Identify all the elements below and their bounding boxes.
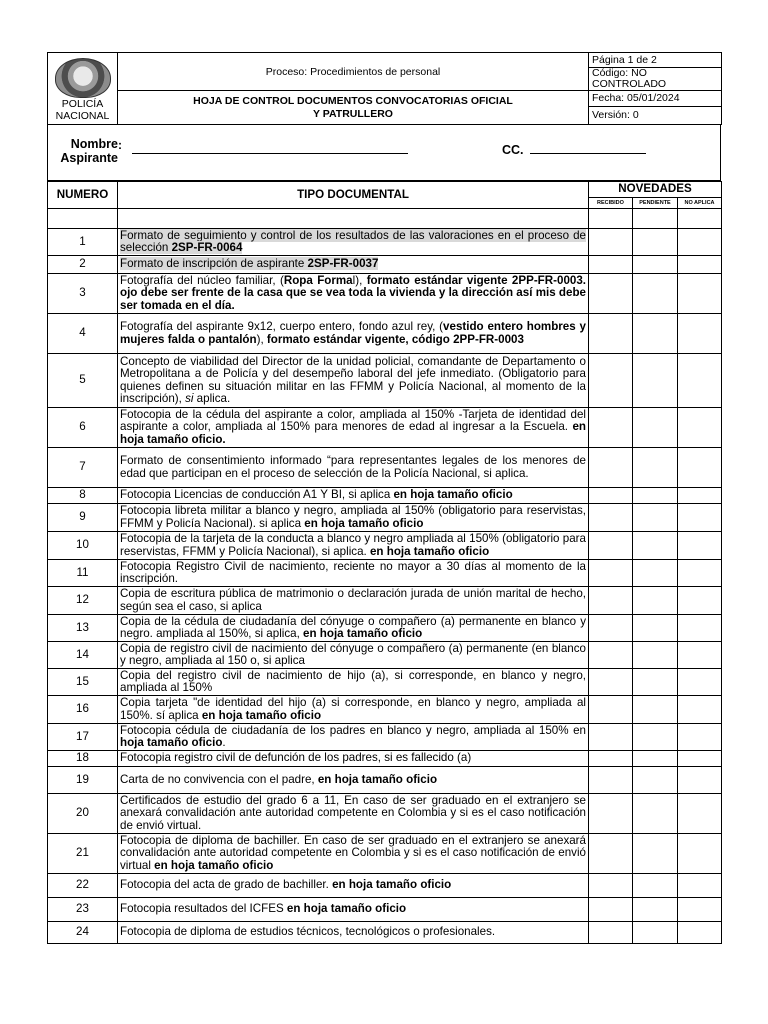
row-number: 3 (48, 274, 118, 314)
table-row (48, 696, 722, 724)
checkbox-not-applicable[interactable] (678, 448, 722, 488)
document-version: Versión: 0 (589, 107, 722, 125)
row-number: 12 (48, 587, 118, 615)
checkbox-not-applicable[interactable] (678, 874, 722, 898)
table-row (48, 587, 722, 615)
row-number: 13 (48, 615, 118, 642)
row-number: 22 (48, 874, 118, 898)
row-number: 5 (48, 354, 118, 408)
document-description: Fotocopia cédula de ciudadanía de los padres en blanco y negro, ampliada al 150% en hoja tamaño oficio. (118, 724, 589, 751)
checkbox-not-applicable[interactable] (678, 669, 722, 696)
checkbox-not-applicable[interactable] (678, 314, 722, 354)
document-description: Fotocopia de la cédula del aspirante a color, ampliada al 150% -Tarjeta de identidad del aspirante a color, ampliada al 150% para menores de edad al ingresar a la Escuela. en hoja tamaño oficio. (118, 408, 589, 448)
table-row (48, 314, 722, 354)
checkbox-pending[interactable] (633, 794, 678, 834)
name-colon: : (118, 138, 122, 152)
row-number: 6 (48, 408, 118, 448)
checkbox-received[interactable] (589, 448, 633, 488)
checkbox-received[interactable] (589, 560, 633, 587)
row-number: 16 (48, 696, 118, 724)
logo-cell (48, 53, 118, 125)
checkbox-not-applicable[interactable] (678, 922, 722, 944)
checkbox-not-applicable[interactable] (678, 504, 722, 532)
checkbox-received[interactable] (589, 922, 633, 944)
row-number: 14 (48, 642, 118, 669)
document-description: Fotocopia del acta de grado de bachiller. en hoja tamaño oficio (118, 874, 589, 898)
checkbox-not-applicable[interactable] (678, 767, 722, 794)
checkbox-pending[interactable] (633, 448, 678, 488)
document-description: Fotocopia registro civil de defunción de los padres, si es fallecido (a) (118, 751, 589, 767)
checkbox-pending[interactable] (633, 354, 678, 408)
column-header-type: TIPO DOCUMENTAL (118, 182, 589, 209)
checkbox-pending[interactable] (633, 504, 678, 532)
checkbox-not-applicable[interactable] (678, 834, 722, 874)
document-description: Copia tarjeta "de identidad del hijo (a) si corresponde, en blanco y negro, ampliada al 150%. sí aplica en hoja tamaño oficio (118, 696, 589, 724)
cc-label: CC. (502, 143, 524, 157)
checkbox-pending[interactable] (633, 642, 678, 669)
checkbox-pending[interactable] (633, 615, 678, 642)
table-row (48, 669, 722, 696)
page-indicator: Página 1 de 2 (589, 53, 722, 68)
checkbox-received[interactable] (589, 229, 633, 256)
checkbox-pending[interactable] (633, 229, 678, 256)
document-description: Carta de no convivencia con el padre, en hoja tamaño oficio (118, 767, 589, 794)
checkbox-received[interactable] (589, 724, 633, 751)
row-number: 2 (48, 256, 118, 274)
checkbox-received[interactable] (589, 751, 633, 767)
checkbox-pending[interactable] (633, 834, 678, 874)
table-row (48, 408, 722, 448)
document-title: HOJA DE CONTROL DOCUMENTOS CONVOCATORIAS OFICIAL Y PATRULLERO (118, 91, 589, 125)
police-emblem-icon (55, 58, 111, 98)
table-row (48, 532, 722, 560)
checkbox-pending[interactable] (633, 922, 678, 944)
checkbox-pending[interactable] (633, 314, 678, 354)
column-header-number: NUMERO (48, 182, 118, 209)
table-row (48, 751, 722, 767)
row-number: 11 (48, 560, 118, 587)
row-number: 18 (48, 751, 118, 767)
checkbox-received[interactable] (589, 354, 633, 408)
row-number: 9 (48, 504, 118, 532)
checkbox-not-applicable[interactable] (678, 587, 722, 615)
checkbox-pending[interactable] (633, 669, 678, 696)
row-number: 21 (48, 834, 118, 874)
checkbox-pending[interactable] (633, 767, 678, 794)
checkbox-received[interactable] (589, 615, 633, 642)
document-description: Fotocopia Licencias de conducción A1 Y BI, si aplica en hoja tamaño oficio (118, 488, 589, 504)
table-row (48, 354, 722, 408)
checkbox-received[interactable] (589, 504, 633, 532)
checkbox-not-applicable[interactable] (678, 274, 722, 314)
document-description: Copia del registro civil de nacimiento de hijo (a), si corresponde, en blanco y negro, ampliada al 150% (118, 669, 589, 696)
name-label: Nombre Aspirante (60, 137, 118, 165)
document-description: Copia de registro civil de nacimiento del cónyuge o compañero (a) permanente (en blanco y negro, ampliada al 150 o, si aplica (118, 642, 589, 669)
documents-table (47, 181, 722, 944)
row-number: 10 (48, 532, 118, 560)
checkbox-received[interactable] (589, 874, 633, 898)
column-header-news: NOVEDADES (589, 182, 722, 198)
checkbox-not-applicable[interactable] (678, 560, 722, 587)
row-number: 8 (48, 488, 118, 504)
checkbox-pending[interactable] (633, 560, 678, 587)
process-label: Proceso: Procedimientos de personal (118, 53, 589, 91)
document-page (47, 52, 721, 944)
column-header-pending: PENDIENTE (633, 198, 678, 209)
applicant-section (47, 125, 721, 181)
checkbox-pending[interactable] (633, 408, 678, 448)
document-description: Certificados de estudio del grado 6 a 11, En caso de ser graduado en el extranjero se anexará convalidación ante autoridad competente en Colombia y si es el caso notificación de envió virtual. (118, 794, 589, 834)
checkbox-received[interactable] (589, 669, 633, 696)
table-row (48, 642, 722, 669)
table-row (48, 767, 722, 794)
checkbox-received[interactable] (589, 314, 633, 354)
header-table (47, 52, 722, 125)
checkbox-received[interactable] (589, 834, 633, 874)
document-description: Fotocopia de diploma de estudios técnicos, tecnológicos o profesionales. (118, 922, 589, 944)
name-field[interactable] (132, 153, 408, 154)
checkbox-received[interactable] (589, 898, 633, 922)
checkbox-not-applicable[interactable] (678, 532, 722, 560)
row-number: 1 (48, 229, 118, 256)
document-description: Fotocopia libreta militar a blanco y negro, ampliada al 150% (obligatorio para reservistas, FFMM y Policía Nacional). si aplica en hoja tamaño oficio (118, 504, 589, 532)
checkbox-pending[interactable] (633, 696, 678, 724)
checkbox-not-applicable[interactable] (678, 751, 722, 767)
checkbox-not-applicable[interactable] (678, 229, 722, 256)
document-description: Formato de inscripción de aspirante 2SP-FR-0037 (118, 256, 589, 274)
checkbox-pending[interactable] (633, 532, 678, 560)
checkbox-not-applicable[interactable] (678, 615, 722, 642)
org-name-line1: POLICÍA (61, 97, 104, 110)
checkbox-pending[interactable] (633, 874, 678, 898)
checkbox-pending[interactable] (633, 724, 678, 751)
document-description: Fotocopia de diploma de bachiller. En caso de ser graduado en el extranjero se anexará convalidación ante autoridad competente en Colombia y si es el caso notificación de envió virtual en hoja tamaño oficio (118, 834, 589, 874)
table-row (48, 256, 722, 274)
checkbox-not-applicable[interactable] (678, 642, 722, 669)
checkbox-pending[interactable] (633, 488, 678, 504)
row-number: 20 (48, 794, 118, 834)
org-name-line2: NACIONAL (55, 109, 110, 122)
checkbox-received[interactable] (589, 256, 633, 274)
checkbox-pending[interactable] (633, 274, 678, 314)
checkbox-received[interactable] (589, 794, 633, 834)
checkbox-not-applicable[interactable] (678, 256, 722, 274)
checkbox-not-applicable[interactable] (678, 898, 722, 922)
document-description: Copia de la cédula de ciudadanía del cónyuge o compañero (a) permanente en blanco y negro. ampliada al 150%, si aplica, en hoja tamaño oficio (118, 615, 589, 642)
checkbox-received[interactable] (589, 587, 633, 615)
table-row (48, 834, 722, 874)
row-number: 17 (48, 724, 118, 751)
document-description: Copia de escritura pública de matrimonio o declaración jurada de unión marital de hecho, según sea el caso, si aplica (118, 587, 589, 615)
checkbox-received[interactable] (589, 532, 633, 560)
document-description: Formato de seguimiento y control de los resultados de las valoraciones en el proceso de selección 2SP-FR-0064 (118, 229, 589, 256)
checkbox-pending[interactable] (633, 751, 678, 767)
cc-field[interactable] (530, 153, 646, 154)
document-description: Fotografía del aspirante 9x12, cuerpo entero, fondo azul rey, (vestido entero hombres y mujeres falda o pantalón), formato estándar vigente, código 2PP-FR-0003 (118, 314, 589, 354)
table-row (48, 898, 722, 922)
document-description: Fotocopia Registro Civil de nacimiento, reciente no mayor a 30 días al momento de la inscripción. (118, 560, 589, 587)
checkbox-not-applicable[interactable] (678, 724, 722, 751)
checkbox-not-applicable[interactable] (678, 408, 722, 448)
table-row (48, 504, 722, 532)
document-description: Fotocopia de la tarjeta de la conducta a blanco y negro ampliada al 150% (obligatorio para reservistas, FFMM y Policía Nacional), si aplica. en hoja tamaño oficio (118, 532, 589, 560)
checkbox-not-applicable[interactable] (678, 488, 722, 504)
column-header-received: RECIBIDO (589, 198, 633, 209)
row-number: 4 (48, 314, 118, 354)
table-row (48, 274, 722, 314)
document-description: Fotocopia resultados del ICFES en hoja tamaño oficio (118, 898, 589, 922)
documents-table-body (48, 229, 722, 944)
checkbox-received[interactable] (589, 696, 633, 724)
row-number: 19 (48, 767, 118, 794)
table-row (48, 794, 722, 834)
table-row (48, 488, 722, 504)
checkbox-not-applicable[interactable] (678, 354, 722, 408)
checkbox-pending[interactable] (633, 898, 678, 922)
column-header-not-applicable: NO APLICA (678, 198, 722, 209)
document-description: Concepto de viabilidad del Director de la unidad policial, comandante de Departamento o Metropolitana a de Policía y del desempeño laboral del jefe inmediato. (Obligatorio para quienes definen su situación militar en las FFMM y Policía Nacional, al momento de la inscripción), si aplica. (118, 354, 589, 408)
row-number: 7 (48, 448, 118, 488)
document-description: Formato de consentimiento informado “para representantes legales de los menores de edad que participan en el proceso de selección de la Policía Nacional, si aplica. (118, 448, 589, 488)
checkbox-not-applicable[interactable] (678, 696, 722, 724)
checkbox-received[interactable] (589, 274, 633, 314)
checkbox-not-applicable[interactable] (678, 794, 722, 834)
checkbox-pending[interactable] (633, 587, 678, 615)
table-row (48, 874, 722, 898)
table-row (48, 560, 722, 587)
checkbox-received[interactable] (589, 408, 633, 448)
table-row (48, 448, 722, 488)
checkbox-received[interactable] (589, 488, 633, 504)
table-row (48, 724, 722, 751)
document-code: Código: NO CONTROLADO (589, 68, 722, 91)
table-row (48, 922, 722, 944)
row-number: 24 (48, 922, 118, 944)
checkbox-received[interactable] (589, 767, 633, 794)
row-number: 15 (48, 669, 118, 696)
row-number: 23 (48, 898, 118, 922)
checkbox-pending[interactable] (633, 256, 678, 274)
document-date: Fecha: 05/01/2024 (589, 91, 722, 107)
table-row (48, 229, 722, 256)
checkbox-received[interactable] (589, 642, 633, 669)
document-description: Fotografía del núcleo familiar, (Ropa Formal), formato estándar vigente 2PP-FR-0003. ojo debe ser frente de la casa que se vea toda la vivienda y la dirección así mis debe ser tomada en el día. (118, 274, 589, 314)
table-row (48, 615, 722, 642)
